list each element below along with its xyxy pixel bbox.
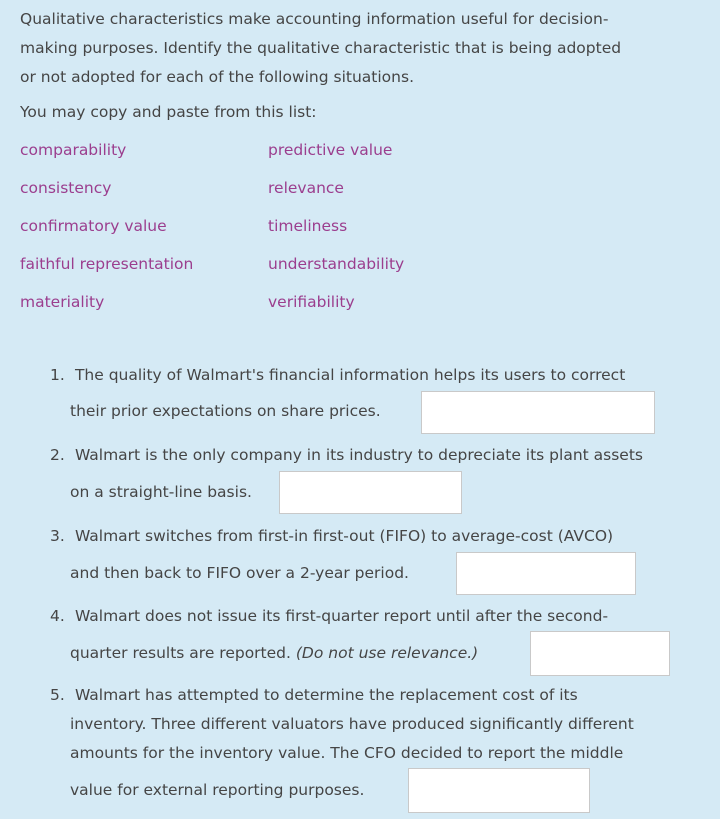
answer-input-1[interactable] bbox=[421, 391, 655, 434]
question-5-line-3: amounts for the inventory value. The CFO decided to report the middle bbox=[70, 744, 624, 762]
answer-input-2[interactable] bbox=[279, 471, 462, 514]
question-5-line-2: inventory. Three different valuators have produced significantly different bbox=[70, 715, 634, 733]
instructions-line-3: or not adopted for each of the following situations. bbox=[20, 68, 414, 86]
answer-input-5[interactable] bbox=[408, 768, 590, 813]
term-comparability: comparability bbox=[20, 141, 127, 159]
question-1-number: 1. bbox=[50, 366, 65, 384]
question-5-line-4: value for external reporting purposes. bbox=[70, 781, 365, 799]
term-predictive-value: predictive value bbox=[268, 141, 393, 159]
question-3-line-1: Walmart switches from first-in first-out (FIFO) to average-cost (AVCO) bbox=[74, 527, 614, 545]
question-2-line-2: on a straight-line basis. bbox=[70, 483, 252, 501]
term-consistency: consistency bbox=[20, 179, 112, 197]
question-3-line-2: and then back to FIFO over a 2-year period. bbox=[70, 564, 409, 582]
question-4-number: 4. bbox=[50, 607, 65, 625]
question-4-note: (Do not use relevance.) bbox=[295, 644, 479, 662]
instructions-line-2: making purposes. Identify the qualitative characteristic that is being adopted bbox=[20, 39, 622, 57]
answer-input-3[interactable] bbox=[456, 552, 636, 595]
answer-input-4[interactable] bbox=[530, 631, 670, 676]
term-understandability: understandability bbox=[268, 255, 405, 273]
question-4-line-1: Walmart does not issue its first-quarter report until after the second- bbox=[74, 607, 609, 625]
question-4-line-2: quarter results are reported. bbox=[70, 644, 291, 662]
question-2-line-1: Walmart is the only company in its industry to depreciate its plant assets bbox=[74, 446, 643, 464]
question-3-number: 3. bbox=[50, 527, 65, 545]
term-materiality: materiality bbox=[20, 293, 105, 311]
copy-note: You may copy and paste from this list: bbox=[20, 103, 317, 121]
question-1-line-1: The quality of Walmart's financial information helps its users to correct bbox=[74, 366, 626, 384]
question-5-line-1: Walmart has attempted to determine the replacement cost of its bbox=[74, 686, 578, 704]
term-timeliness: timeliness bbox=[268, 217, 348, 235]
question-2-number: 2. bbox=[50, 446, 65, 464]
term-faithful-representation: faithful representation bbox=[20, 255, 194, 273]
term-relevance: relevance bbox=[268, 179, 344, 197]
instructions bbox=[20, 5, 700, 92]
question-1-line-2: their prior expectations on share prices. bbox=[70, 402, 381, 420]
term-confirmatory-value: confirmatory value bbox=[20, 217, 167, 235]
question-5-number: 5. bbox=[50, 686, 65, 704]
instructions-line-1: Qualitative characteristics make accounting information useful for decision- bbox=[20, 10, 609, 28]
term-verifiability: verifiability bbox=[268, 293, 355, 311]
